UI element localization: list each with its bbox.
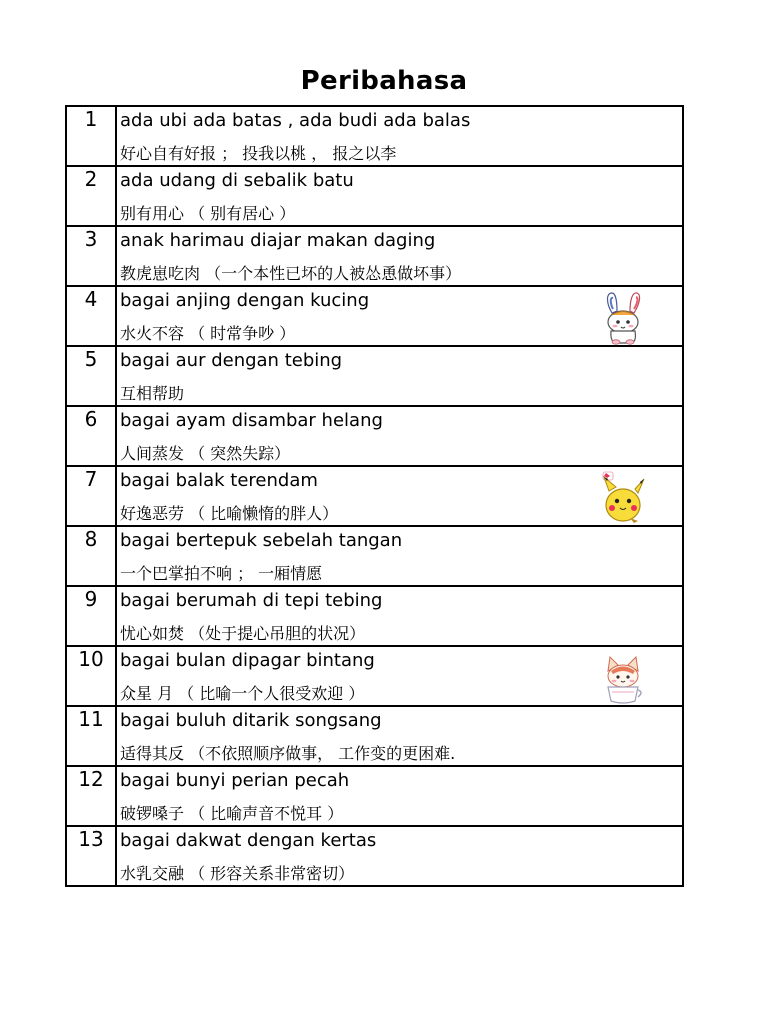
row-number: 3 — [84, 227, 98, 251]
row-number-cell — [66, 706, 116, 766]
malay-proverb: bagai balak terendam — [120, 470, 318, 491]
proverb-cell — [116, 166, 683, 226]
row-number: 4 — [84, 287, 98, 311]
proverb-table — [65, 105, 684, 887]
malay-proverb: bagai ayam disambar helang — [120, 410, 383, 431]
row-number-cell — [66, 586, 116, 646]
malay-proverb: bagai bertepuk sebelah tangan — [120, 530, 403, 551]
row-number-cell — [66, 646, 116, 706]
row-number: 6 — [84, 407, 98, 431]
proverb-cell — [116, 466, 683, 526]
row-number: 10 — [78, 647, 104, 671]
proverb-cell — [116, 406, 683, 466]
table-row — [66, 106, 683, 166]
row-number: 12 — [78, 767, 104, 791]
proverb-cell — [116, 106, 683, 166]
proverb-cell — [116, 226, 683, 286]
malay-proverb: ada ubi ada batas , ada budi ada balas — [120, 110, 471, 131]
table-row — [66, 286, 683, 346]
chinese-meaning: 忧心如焚 （处于提心吊胆的状况） — [120, 624, 366, 643]
row-number: 1 — [84, 107, 98, 131]
row-number-cell — [66, 226, 116, 286]
row-number-cell — [66, 406, 116, 466]
table-row — [66, 826, 683, 886]
row-number-cell — [66, 286, 116, 346]
proverb-cell — [116, 526, 683, 586]
malay-proverb: bagai anjing dengan kucing — [120, 290, 370, 311]
malay-proverb: bagai aur dengan tebing — [120, 350, 343, 371]
row-number-cell — [66, 826, 116, 886]
bunny-sticker-icon — [600, 291, 646, 345]
row-number: 11 — [78, 707, 104, 731]
row-number-cell — [66, 106, 116, 166]
proverb-cell — [116, 766, 683, 826]
row-number-cell — [66, 766, 116, 826]
proverb-cell — [116, 286, 683, 346]
chinese-meaning: 众星 月 （ 比喻一个人很受欢迎 ） — [120, 684, 365, 703]
page-title: Peribahasa — [300, 66, 468, 96]
chinese-meaning: 一个巴掌拍不响 ； 一厢情愿 — [120, 564, 323, 583]
proverb-cell — [116, 586, 683, 646]
proverb-cell — [116, 826, 683, 886]
row-number: 8 — [84, 527, 98, 551]
malay-proverb: ada udang di sebalik batu — [120, 170, 354, 191]
row-number-cell — [66, 346, 116, 406]
chinese-meaning: 别有用心 （ 别有居心 ） — [120, 204, 296, 223]
table-row — [66, 586, 683, 646]
chinese-meaning: 人间蒸发 （ 突然失踪） — [120, 444, 291, 463]
table-row — [66, 226, 683, 286]
row-number: 7 — [84, 467, 98, 491]
row-number-cell — [66, 466, 116, 526]
proverb-cell — [116, 646, 683, 706]
table-row — [66, 706, 683, 766]
row-number-cell — [66, 526, 116, 586]
malay-proverb: bagai bulan dipagar bintang — [120, 650, 375, 671]
pikachu-sticker-icon — [600, 471, 646, 525]
row-number: 9 — [84, 587, 98, 611]
malay-proverb: bagai berumah di tepi tebing — [120, 590, 383, 611]
cat-sticker-icon — [600, 651, 646, 705]
chinese-meaning: 好逸恶劳 （ 比喻懒惰的胖人） — [120, 504, 339, 523]
proverb-cell — [116, 346, 683, 406]
malay-proverb: anak harimau diajar makan daging — [120, 230, 436, 251]
row-number: 13 — [78, 827, 104, 851]
chinese-meaning: 教虎崽吃肉 （一个本性已坏的人被怂恿做坏事） — [120, 264, 462, 283]
row-number: 2 — [84, 167, 98, 191]
chinese-meaning: 破锣嗓子 （ 比喻声音不悦耳 ） — [120, 804, 344, 823]
malay-proverb: bagai dakwat dengan kertas — [120, 830, 377, 851]
table-row — [66, 466, 683, 526]
table-row — [66, 166, 683, 226]
malay-proverb: bagai bunyi perian pecah — [120, 770, 350, 791]
row-number: 5 — [84, 347, 98, 371]
chinese-meaning: 互相帮助 — [120, 384, 185, 403]
chinese-meaning: 水火不容 （ 时常争吵 ） — [120, 324, 296, 343]
table-row — [66, 406, 683, 466]
malay-proverb: bagai buluh ditarik songsang — [120, 710, 382, 731]
chinese-meaning: 好心自有好报 ； 投我以桃 ， 报之以李 — [120, 144, 397, 163]
proverb-cell — [116, 706, 683, 766]
chinese-meaning: 适得其反 （不依照顺序做事， 工作变的更困难. — [120, 744, 456, 763]
table-row — [66, 766, 683, 826]
table-row — [66, 646, 683, 706]
table-row — [66, 346, 683, 406]
table-row — [66, 526, 683, 586]
chinese-meaning: 水乳交融 （ 形容关系非常密切） — [120, 864, 355, 883]
row-number-cell — [66, 166, 116, 226]
